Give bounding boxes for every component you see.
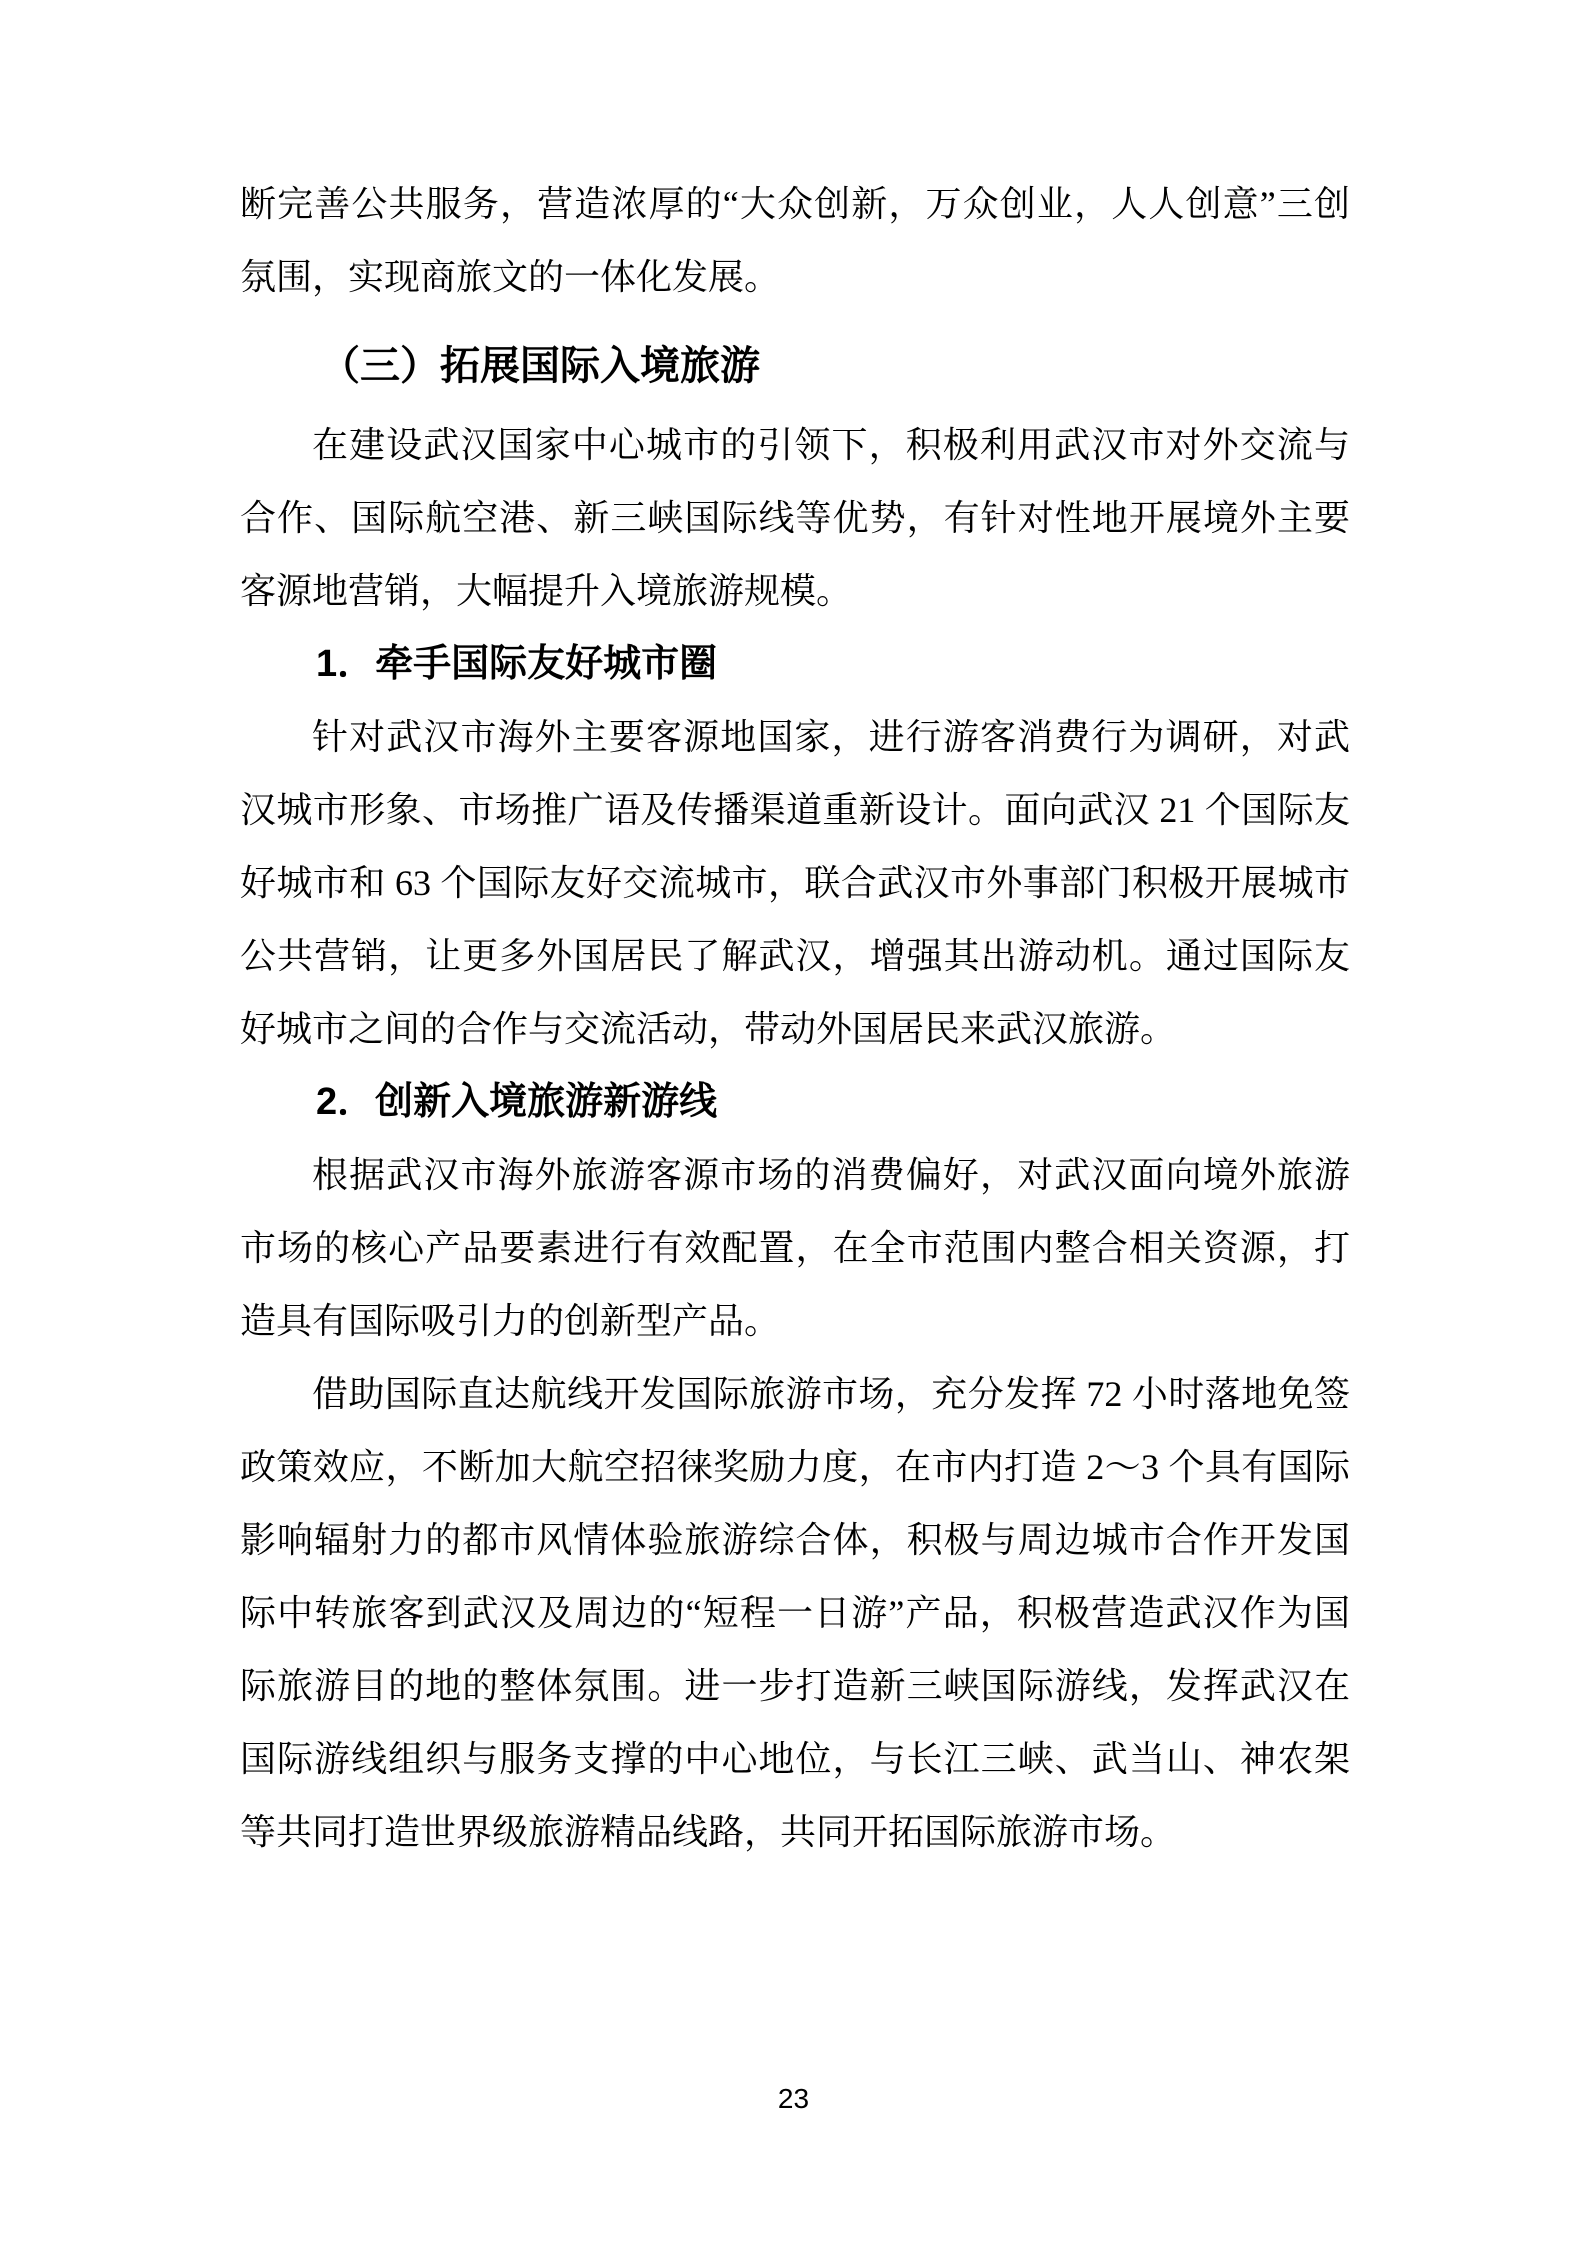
paragraph: 针对武汉市海外主要客源地国家，进行游客消费行为调研，对武汉城市形象、市场推广语及传播渠道重新设计。面向武汉 21 个国际友好城市和 63 个国际友好交流城市，联合武汉市外事部门积极开展城市公共营销，让更多外国居民了解武汉，增强其出游动机。通过国际友好城市之间的合作与交流活动，带动外国居民来武汉旅游。 [240,717,1350,1049]
subsection-heading-1: 1．牵手国际友好城市圈 [316,643,718,685]
paragraph: 根据武汉市海外旅游客源市场的消费偏好，对武汉面向境外旅游市场的核心产品要素进行有效配置，在全市范围内整合相关资源，打造具有国际吸引力的创新型产品。 [240,1155,1350,1341]
paragraph-continued-from-previous-page: 断完善公共服务，营造浓厚的“大众创新，万众创业，人人创意”三创氛围，实现商旅文的一体化发展。 [240,184,1350,297]
page-number: 23 [777,2083,810,2114]
section-heading: （三）拓展国际入境旅游 [320,344,760,388]
paragraph: 在建设武汉国家中心城市的引领下，积极利用武汉市对外交流与合作、国际航空港、新三峡国际线等优势，有针对性地开展境外主要客源地营销，大幅提升入境旅游规模。 [240,425,1350,611]
subsection-heading-2: 2．创新入境旅游新游线 [316,1081,718,1123]
document-content [240,168,1350,1869]
paragraph: 借助国际直达航线开发国际旅游市场，充分发挥 72 小时落地免签政策效应，不断加大航空招徕奖励力度，在市内打造 2～3 个具有国际影响辐射力的都市风情体验旅游综合体，积极与周边城市合作开发国际中转旅客到武汉及周边的“短程一日游”产品，积极营造武汉作为国际旅游目的地的整体氛围。进一步打造新三峡国际游线，发挥武汉在国际游线组织与服务支撑的中心地位，与长江三峡、武当山、神农架等共同打造世界级旅游精品线路，共同开拓国际旅游市场。 [240,1374,1350,1852]
